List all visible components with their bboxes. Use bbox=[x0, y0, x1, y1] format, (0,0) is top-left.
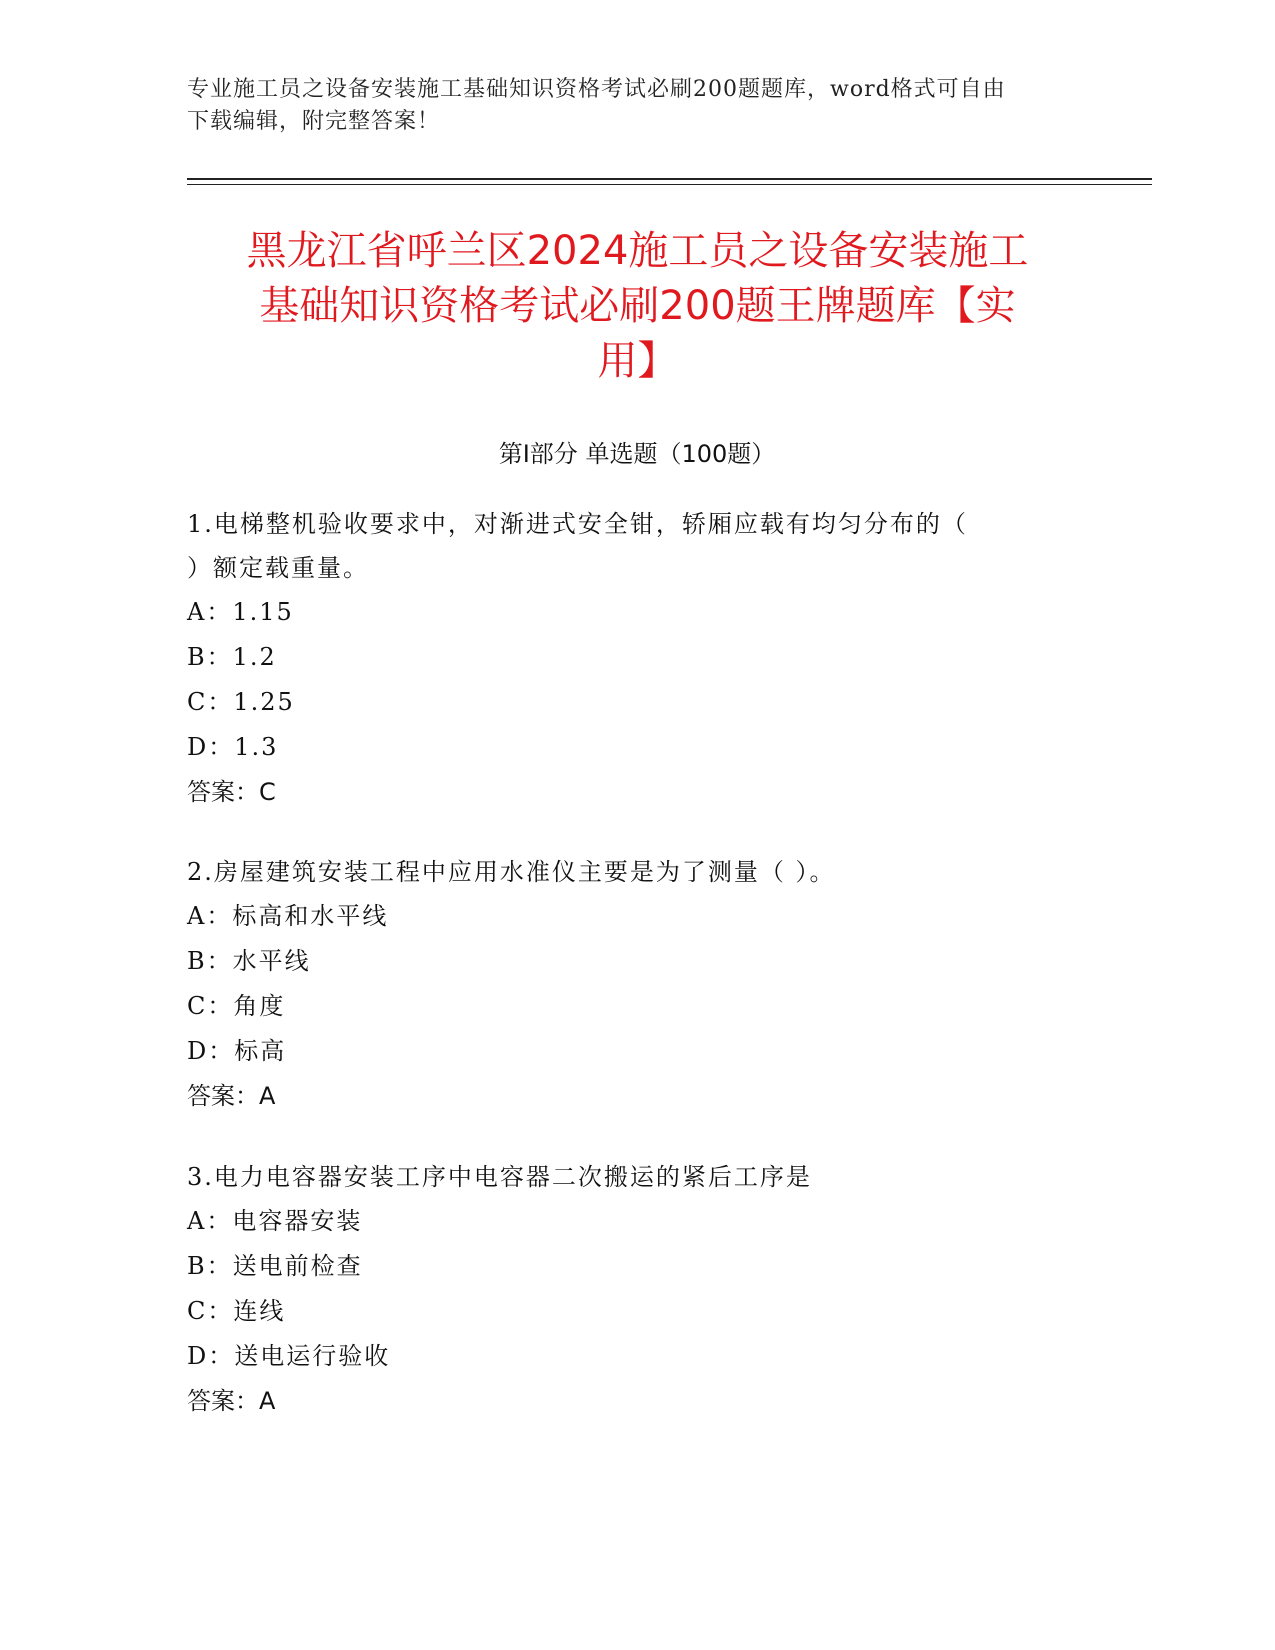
document-title-line-3: 用】 bbox=[597, 338, 678, 384]
answer: 答案：A bbox=[187, 1387, 276, 1415]
option-c: C：角度 bbox=[187, 992, 286, 1020]
answer: 答案：C bbox=[187, 778, 276, 806]
question-stem bbox=[187, 1155, 1067, 1199]
header-divider-thick bbox=[187, 178, 1152, 180]
header-note bbox=[187, 74, 1087, 138]
question-stem bbox=[187, 850, 1067, 894]
option-d: D：标高 bbox=[187, 1037, 287, 1065]
question-stem-line-1: 1.电梯整机验收要求中，对渐进式安全钳，轿厢应载有均匀分布的（ bbox=[187, 510, 968, 538]
document-title-line-2: 基础知识资格考试必刷200题王牌题库【实 bbox=[259, 283, 1016, 329]
question-stem-line-1: 3.电力电容器安装工序中电容器二次搬运的紧后工序是 bbox=[187, 1163, 812, 1191]
option-a: A：1.15 bbox=[187, 598, 294, 626]
section-heading: 第Ⅰ部分 单选题（100题） bbox=[498, 440, 776, 468]
option-c: C：连线 bbox=[187, 1297, 286, 1325]
question-3 bbox=[187, 1155, 1067, 1424]
option-d: D：送电运行验收 bbox=[187, 1342, 391, 1370]
answer: 答案：A bbox=[187, 1082, 276, 1110]
document-title-line-1: 黑龙江省呼兰区2024施工员之设备安装施工 bbox=[246, 228, 1029, 274]
question-stem-line-1: 2.房屋建筑安装工程中应用水准仪主要是为了测量（ ）。 bbox=[187, 858, 836, 886]
option-b: B：1.2 bbox=[187, 643, 277, 671]
option-a: A：标高和水平线 bbox=[187, 902, 389, 930]
option-b: B：水平线 bbox=[187, 947, 311, 975]
header-note-line-1: 专业施工员之设备安装施工基础知识资格考试必刷200题题库，word格式可自由 bbox=[187, 77, 1006, 102]
option-d: D：1.3 bbox=[187, 733, 279, 761]
option-c: C：1.25 bbox=[187, 688, 295, 716]
document-title bbox=[170, 224, 1105, 389]
question-stem bbox=[187, 502, 1067, 590]
header-note-line-2: 下载编辑，附完整答案！ bbox=[187, 109, 441, 134]
header-divider-thin bbox=[187, 184, 1152, 185]
question-2 bbox=[187, 850, 1067, 1119]
option-a: A：电容器安装 bbox=[187, 1207, 363, 1235]
question-1 bbox=[187, 502, 1067, 815]
option-b: B：送电前检查 bbox=[187, 1252, 363, 1280]
question-stem-line-2: ）额定载重量。 bbox=[187, 554, 369, 582]
